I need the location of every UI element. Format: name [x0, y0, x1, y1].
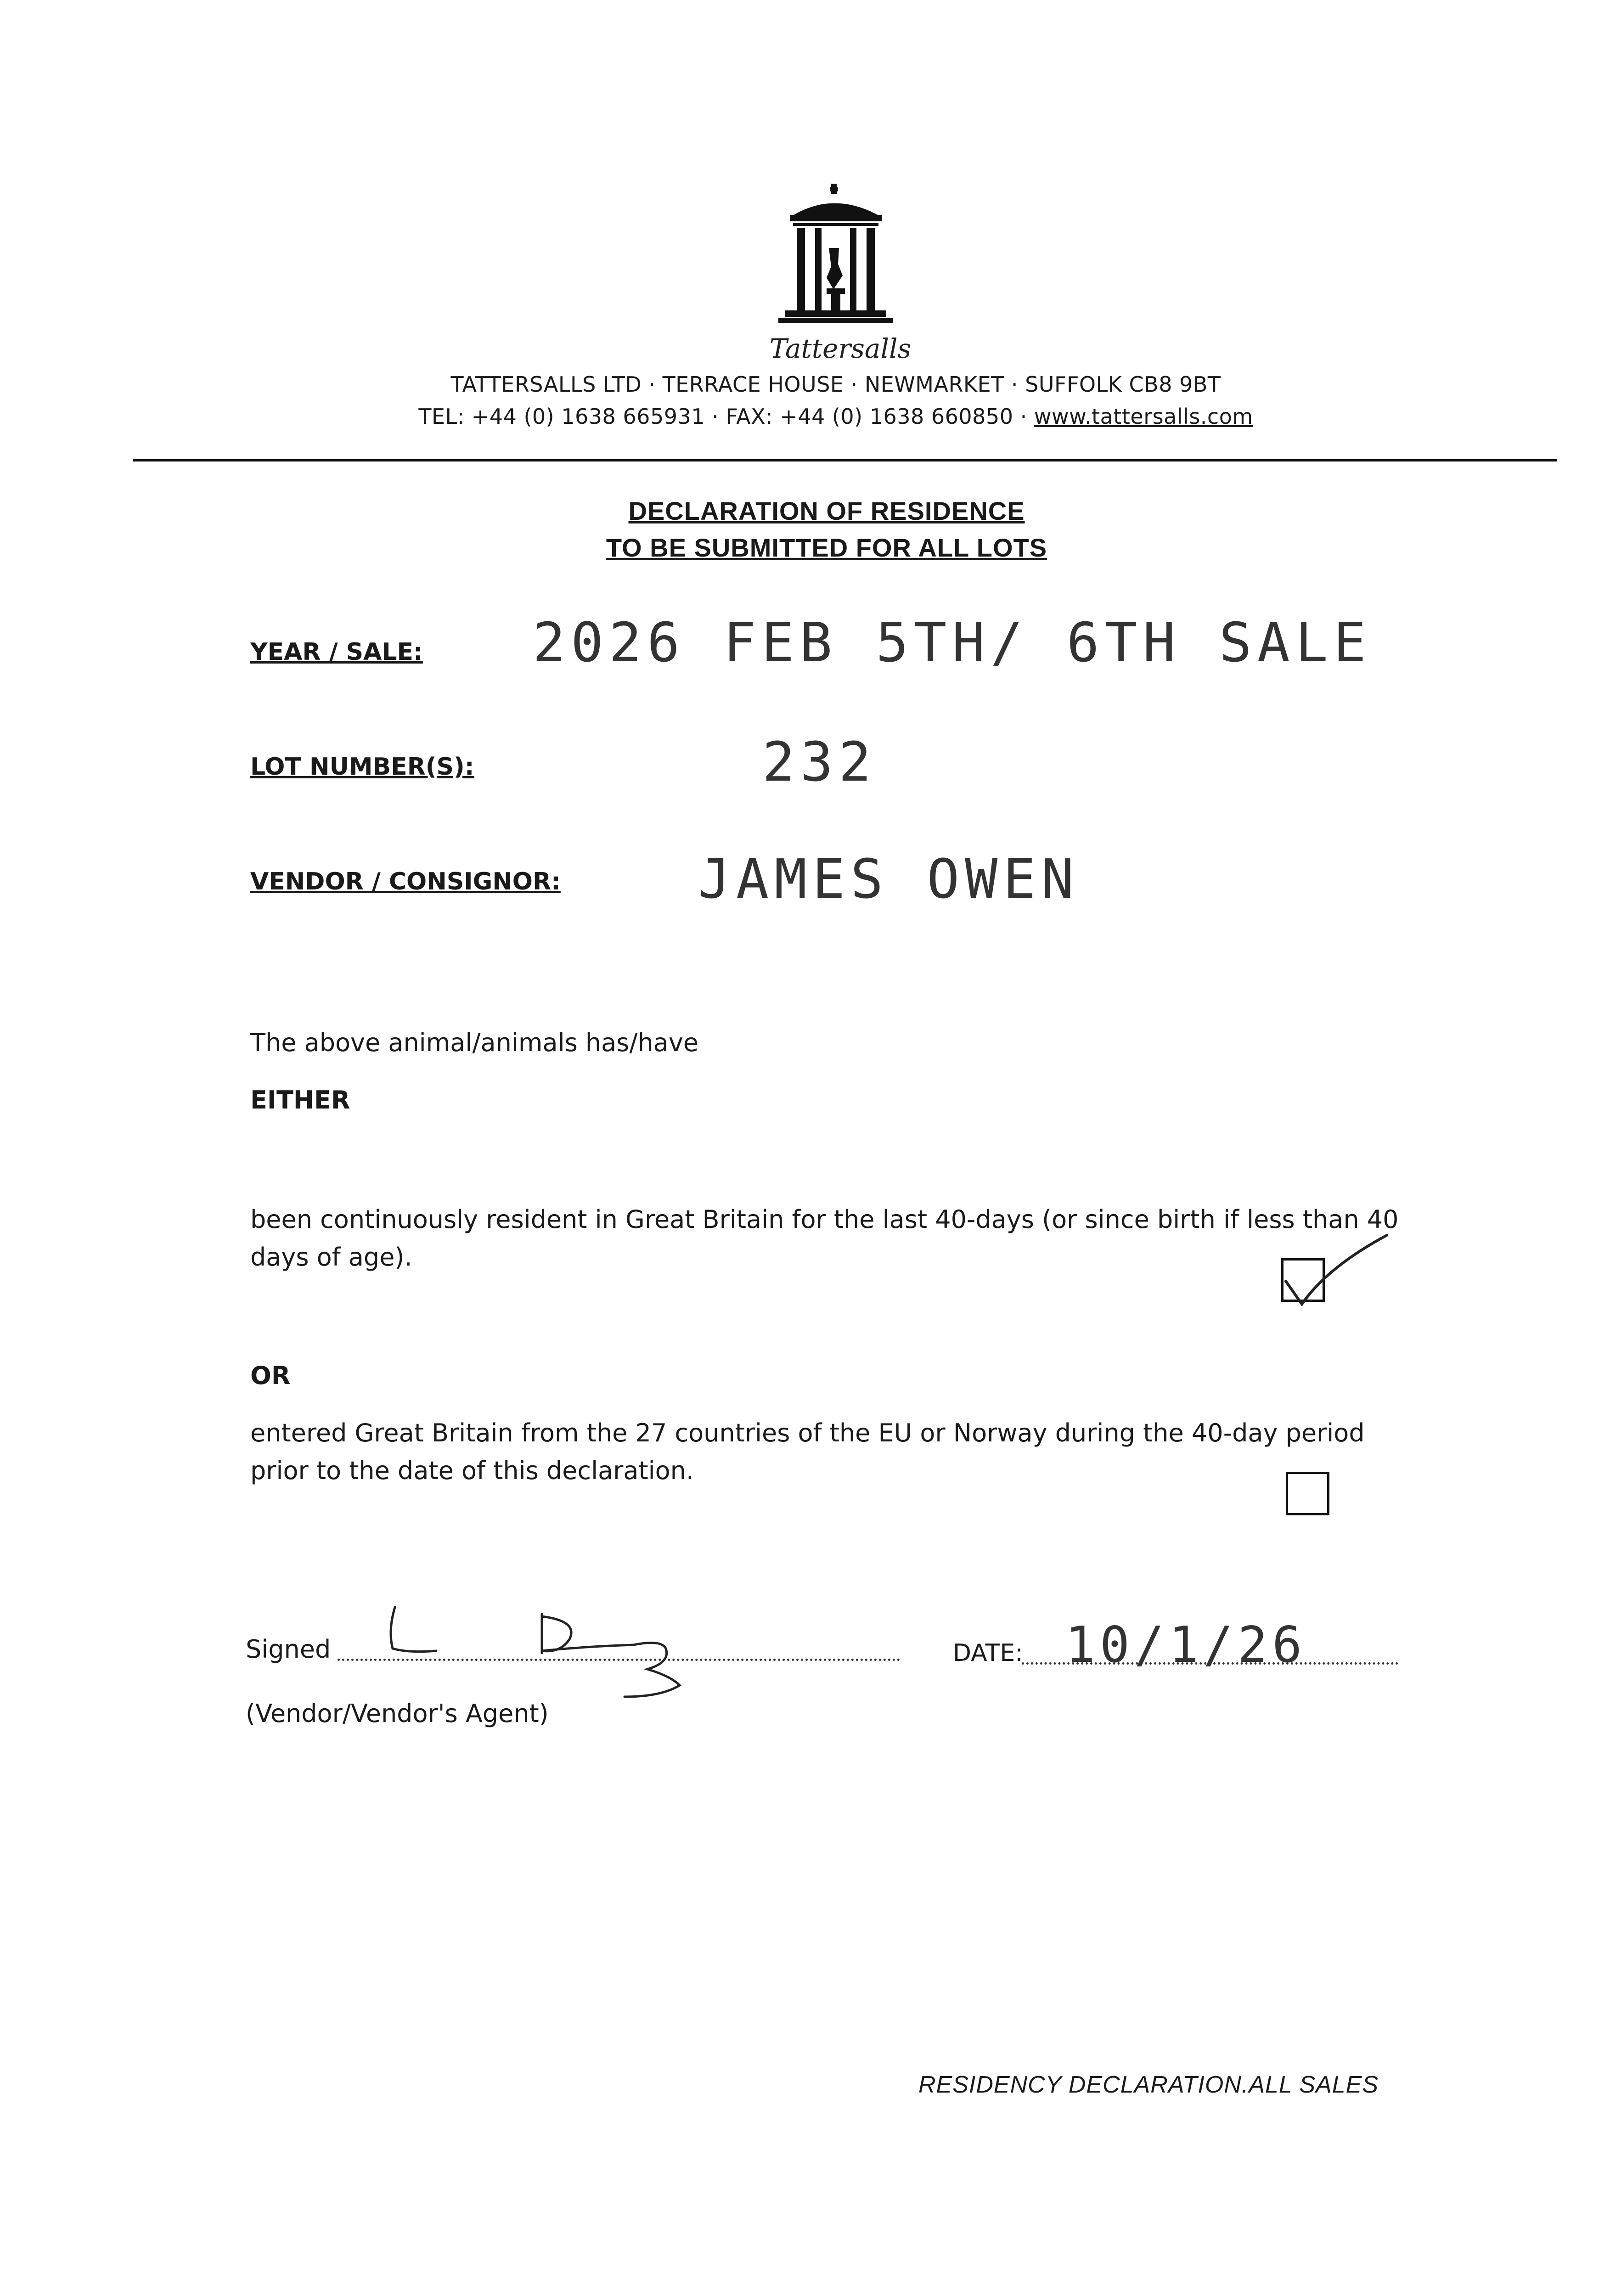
vendor-consignor-value[interactable]: JAMES OWEN: [698, 847, 1080, 911]
rotunda-statue-logo-icon: [765, 184, 907, 335]
handwritten-signature[interactable]: [349, 1593, 762, 1699]
website-link[interactable]: www.tattersalls.com: [1034, 404, 1253, 429]
option-eu-entry-text: entered Great Britain from the 27 countries of the EU or Norway during the 40-day period prior to the date of this declaration.: [250, 1418, 1365, 1485]
option-eu-entry-checkbox[interactable]: [1286, 1472, 1329, 1515]
year-sale-label: YEAR / SALE:: [250, 638, 423, 666]
either-heading: EITHER: [250, 1086, 350, 1114]
company-contact: [367, 404, 1304, 429]
signer-role-label: (Vendor/Vendor's Agent): [246, 1699, 549, 1728]
vendor-consignor-label: VENDOR / CONSIGNOR:: [250, 868, 561, 895]
signed-label: Signed: [246, 1635, 331, 1664]
company-brand-name: Tattersalls: [769, 333, 912, 364]
year-sale-value[interactable]: 2026 FEB 5TH/ 6TH SALE: [533, 611, 1372, 674]
header-divider: [133, 459, 1557, 461]
intro-text: The above animal/animals has/have: [250, 1028, 699, 1057]
lot-numbers-value[interactable]: 232: [762, 730, 877, 793]
document-footer: RESIDENCY DECLARATION.ALL SALES: [918, 2071, 1379, 2098]
form-title: DECLARATION OF RESIDENCE: [628, 496, 1025, 525]
lot-numbers-label: LOT NUMBER(S):: [250, 753, 474, 781]
company-address: TATTERSALLS LTD · TERRACE HOUSE · NEWMARKET · SUFFOLK CB8 9BT: [450, 372, 1221, 397]
contact-numbers: TEL: +44 (0) 1638 665931 · FAX: +44 (0) 1638 660850 ·: [418, 404, 1034, 429]
date-value[interactable]: 10/1/26: [1065, 1616, 1307, 1674]
date-label: DATE:: [953, 1639, 1023, 1667]
form-subtitle: TO BE SUBMITTED FOR ALL LOTS: [606, 533, 1047, 562]
checkmark-icon: [1277, 1231, 1391, 1313]
or-heading: OR: [250, 1361, 291, 1390]
option-resident-text: been continuously resident in Great Britain for the last 40-days (or since birth if less than 40 days of age).: [250, 1205, 1399, 1272]
